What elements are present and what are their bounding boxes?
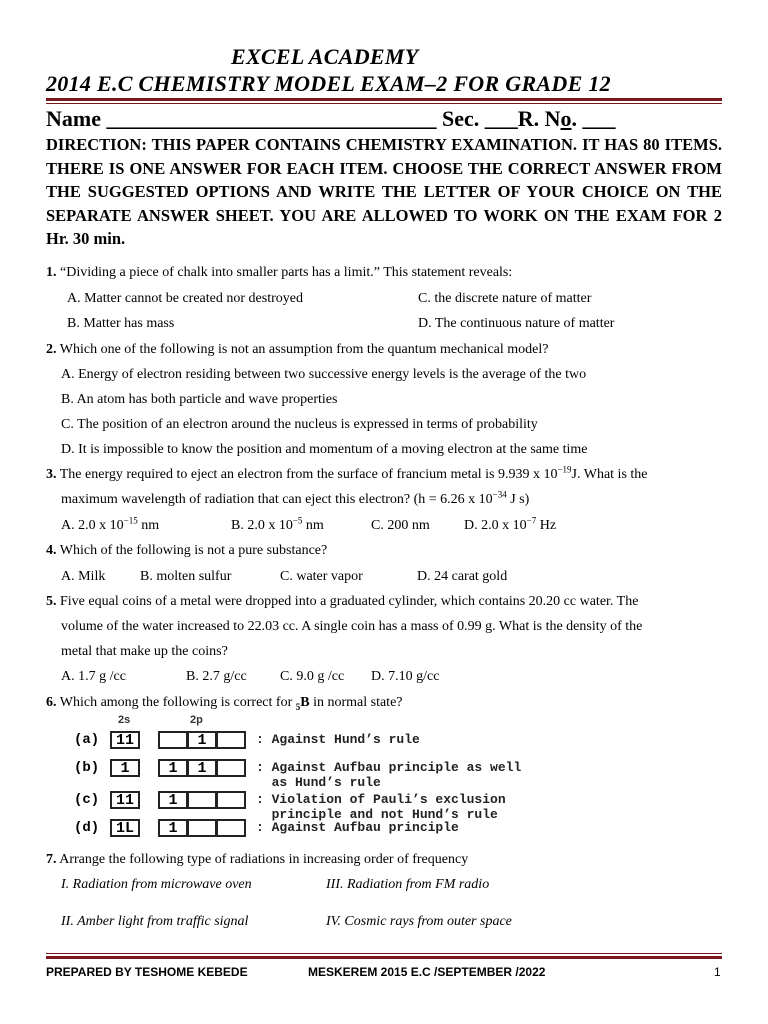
- footer-date: MESKEREM 2015 E.C /SEPTEMBER /2022: [308, 965, 546, 979]
- question-4: 4. Which of the following is not a pure substance?: [46, 543, 328, 558]
- question-6: 6. Which among the following is correct for $_5$B in normal state?: [46, 695, 403, 712]
- orbital-2p-box: [187, 791, 217, 809]
- q4-option-b: B. molten sulfur: [140, 569, 232, 584]
- footer-rule-thin: [46, 953, 722, 954]
- q5-option-c: C. 9.0 g /cc: [280, 669, 345, 684]
- orbital-2p-box: [216, 791, 246, 809]
- q7-item-i: I. Radiation from microwave oven: [61, 877, 252, 892]
- orbital-2p-box: [187, 819, 217, 837]
- header-rule-thin: [46, 103, 722, 104]
- orbital-option-c: [74, 791, 544, 822]
- question-2: 2. Which one of the following is not an assumption from the quantum mechanical model?: [46, 342, 549, 357]
- orbital-2p-box: [216, 819, 246, 837]
- q2-option-b: B. An atom has both particle and wave properties: [61, 392, 338, 407]
- q5-option-b: B. 2.7 g/cc: [186, 669, 247, 684]
- orbital-2p-box: [216, 759, 246, 777]
- q3-option-a: A. 2.0 x $10^{-15}$ nm: [61, 515, 160, 533]
- header-rule-thick: [46, 98, 722, 101]
- orbital-option-d: [74, 819, 544, 839]
- question-3: 3. The energy required to eject an electron from the surface of francium metal is 9.939 x $10^{-19}J$. What is the: [46, 464, 648, 482]
- q3-option-c: C. 200 nm: [371, 518, 430, 533]
- question-1: 1. “Dividing a piece of chalk into smaller parts has a limit.” This statement reveals:: [46, 265, 513, 280]
- q3-option-b: B. 2.0 x $10^{-5}$ nm: [231, 515, 324, 533]
- name-line: Name ______________________________ Sec. ___R. No. ___: [46, 106, 616, 131]
- orbital-2s-box: 11: [110, 731, 140, 749]
- orbital-label-2p: 2p: [190, 714, 203, 726]
- exam-title: 2014 E.C CHEMISTRY MODEL EXAM–2 FOR GRADE 12: [46, 71, 611, 96]
- orbital-2p-box: 1: [187, 731, 217, 749]
- orbital-option-label: (c): [74, 792, 100, 808]
- q4-option-a: A. Milk: [61, 569, 106, 584]
- orbital-option-description: : Against Hund’s rule: [256, 732, 420, 747]
- q1-option-d: D. The continuous nature of matter: [418, 316, 615, 331]
- page-number: 1: [714, 965, 721, 979]
- direction-text: DIRECTION: THIS PAPER CONTAINS CHEMISTRY EXAMINATION. IT HAS 80 ITEMS. THERE IS ONE ANSWER FOR EACH ITEM. CHOOSE THE CORRECT ANSWER FROM THE SUGGESTED OPTIONS AND WRITE THE LETTER OF YOUR CHOICE ON THE SEPARATE ANSWER SHEET. YOU ARE ALLOWED TO WORK ON THE EXAM FOR 2 Hr. 30 min.: [46, 135, 722, 248]
- question-3-line2: maximum wavelength of radiation that can eject this electron? (h = 6.26 x $10^{-34}$ J s): [61, 489, 530, 507]
- orbital-label-2s: 2s: [118, 714, 131, 726]
- orbital-option-description: : Against Aufbau principle as well as Hund’s rule: [256, 760, 522, 790]
- q3-option-d: D. 2.0 x $10^{-7}$ Hz: [464, 515, 557, 533]
- question-5-line2: volume of the water increased to 22.03 cc. A single coin has a mass of 0.99 g. What is the density of the: [61, 619, 643, 634]
- orbital-2s-box: 1: [110, 759, 140, 777]
- q2-option-d: D. It is impossible to know the position and momentum of a moving electron at the same time: [61, 442, 588, 457]
- q4-option-d: D. 24 carat gold: [417, 569, 508, 584]
- orbital-option-description: : Violation of Pauli’s exclusion principle and not Hund’s rule: [256, 792, 506, 822]
- q1-option-b: B. Matter has mass: [67, 316, 175, 331]
- q7-item-iii: III. Radiation from FM radio: [326, 877, 490, 892]
- orbital-option-b: [74, 759, 544, 790]
- orbital-2p-box: 1: [187, 759, 217, 777]
- question-5-line3: metal that make up the coins?: [61, 644, 228, 659]
- orbital-option-label: (b): [74, 760, 100, 776]
- orbital-option-label: (d): [74, 820, 100, 836]
- orbital-2p-box: 1: [158, 819, 188, 837]
- footer-rule-thick: [46, 956, 722, 959]
- orbital-2s-box: 11: [110, 791, 140, 809]
- footer-prepared-by: PREPARED BY TESHOME KEBEDE: [46, 965, 248, 979]
- q7-item-ii: II. Amber light from traffic signal: [61, 914, 249, 929]
- q1-option-c: C. the discrete nature of matter: [418, 291, 592, 306]
- q1-option-a: A. Matter cannot be created nor destroyed: [67, 291, 303, 306]
- question-5: 5. Five equal coins of a metal were dropped into a graduated cylinder, which contains 20.20 cc water. The: [46, 594, 639, 609]
- orbital-2p-box: [216, 731, 246, 749]
- orbital-option-label: (a): [74, 732, 100, 748]
- q5-option-d: D. 7.10 g/cc: [371, 669, 440, 684]
- question-7: 7. Arrange the following type of radiations in increasing order of frequency: [46, 852, 469, 867]
- q5-option-a: A. 1.7 g /cc: [61, 669, 126, 684]
- orbital-2p-box: 1: [158, 759, 188, 777]
- orbital-2s-box: 1L: [110, 819, 140, 837]
- orbital-option-a: [74, 731, 544, 751]
- orbital-2p-box: [158, 731, 188, 749]
- q2-option-a: A. Energy of electron residing between two successive energy levels is the average of the two: [61, 367, 587, 382]
- orbital-2p-box: 1: [158, 791, 188, 809]
- q2-option-c: C. The position of an electron around the nucleus is expressed in terms of probability: [61, 417, 538, 432]
- orbital-option-description: : Against Aufbau principle: [256, 820, 459, 835]
- q7-item-iv: IV. Cosmic rays from outer space: [326, 914, 512, 929]
- q4-option-c: C. water vapor: [280, 569, 363, 584]
- school-name: EXCEL ACADEMY: [231, 44, 419, 69]
